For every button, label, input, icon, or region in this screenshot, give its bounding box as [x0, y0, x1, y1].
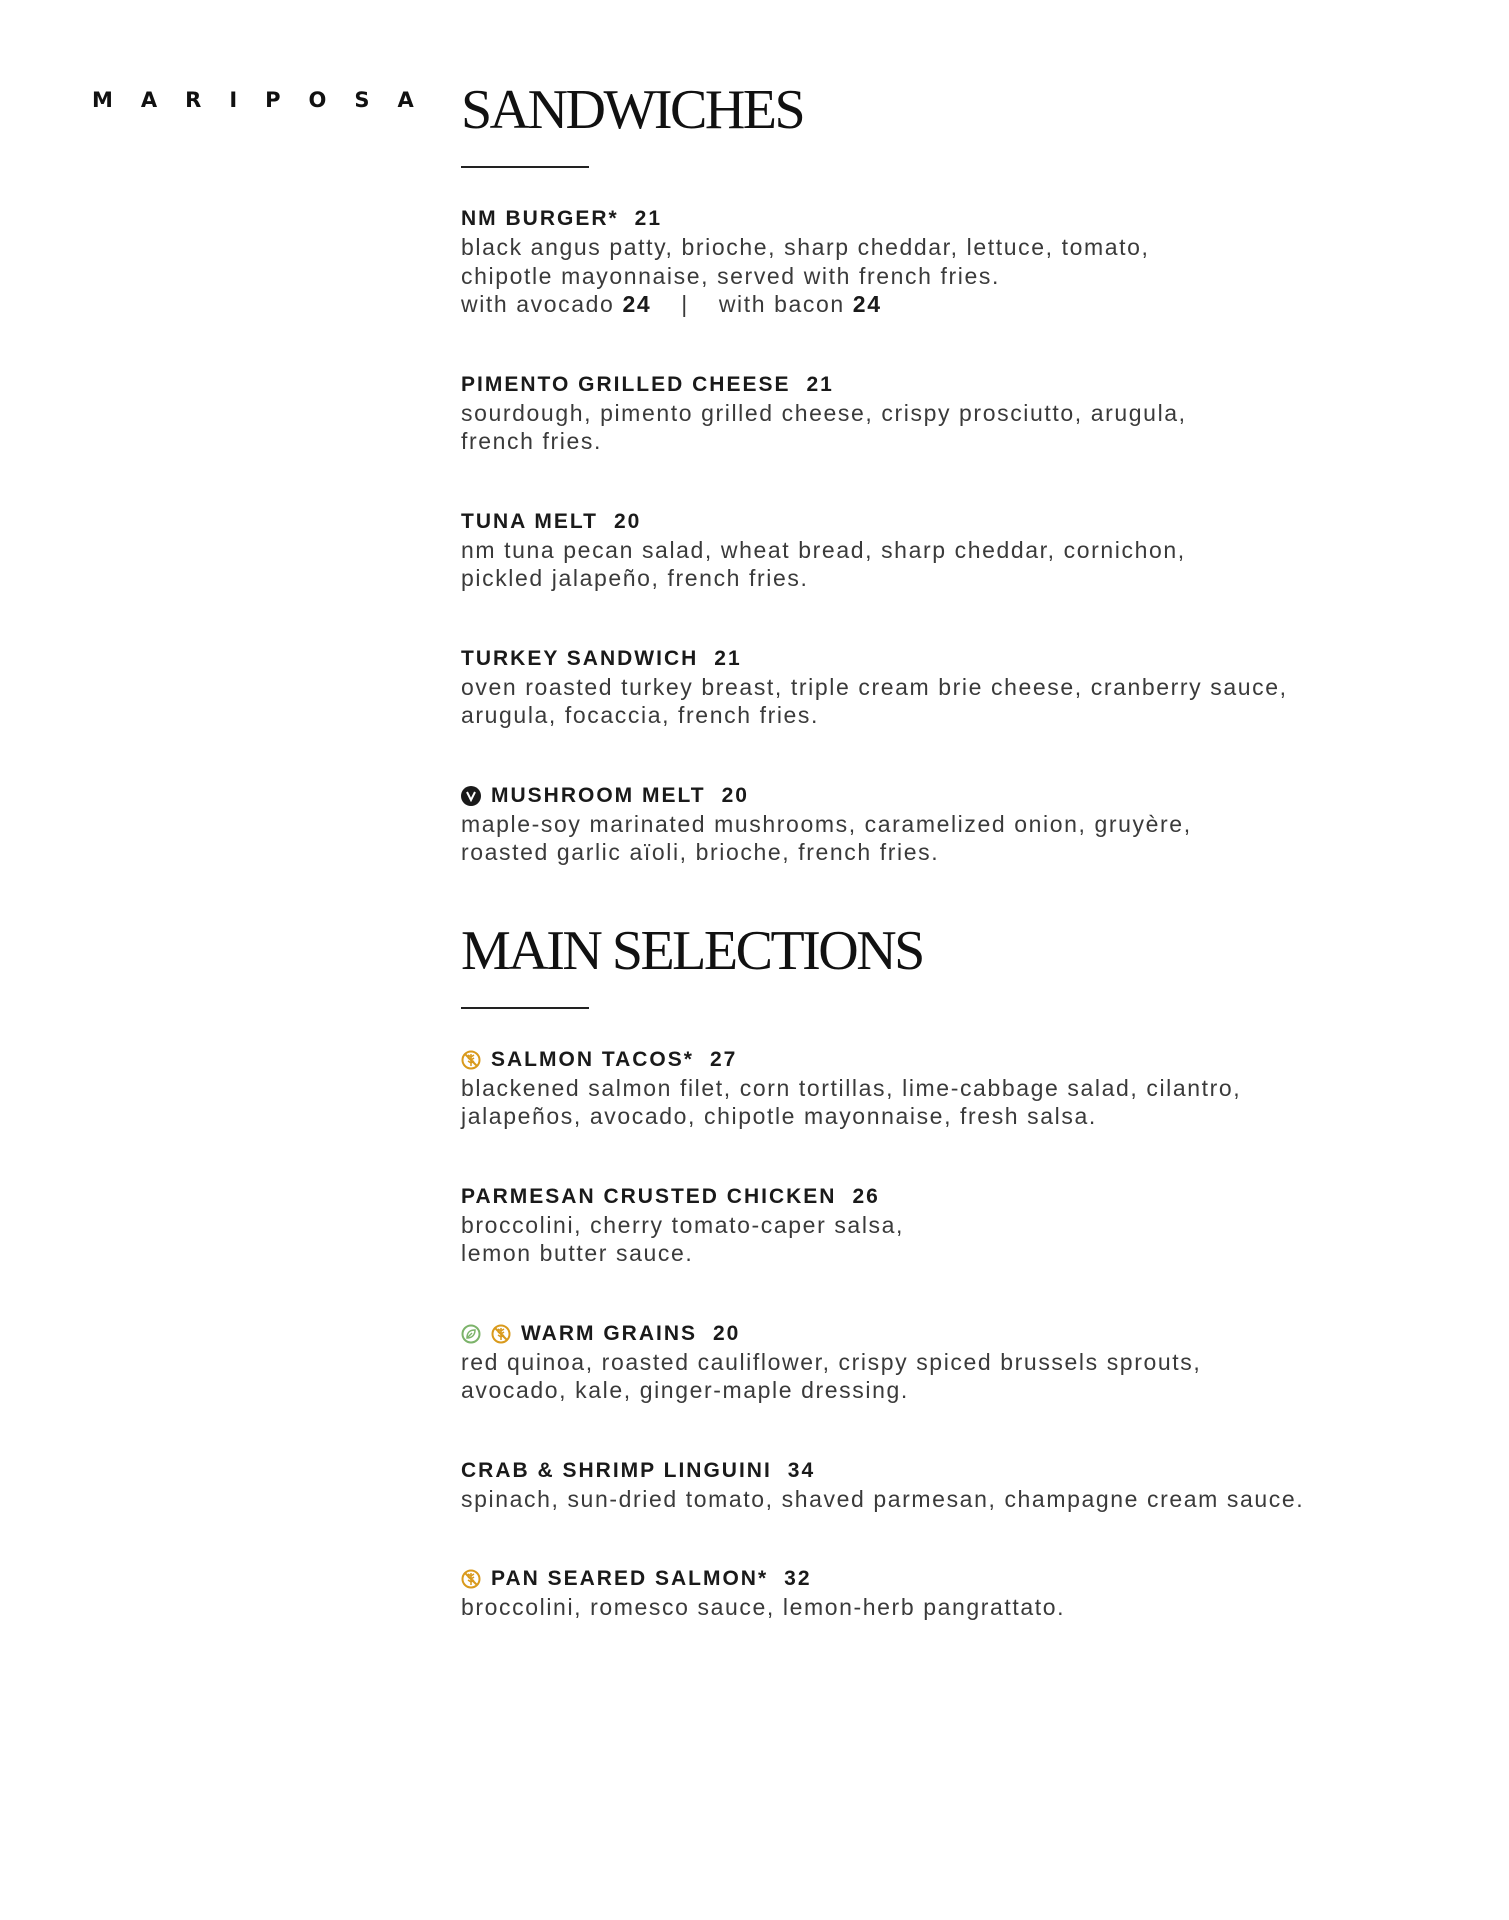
- item-heading: [461, 1183, 1421, 1211]
- item-description: blackened salmon filet, corn tortillas, lime-cabbage salad, cilantro,: [461, 1074, 1242, 1101]
- item-name: TURKEY SANDWICH: [461, 646, 699, 670]
- item-price: 21: [634, 207, 663, 230]
- section-divider: [461, 166, 589, 168]
- item-description: avocado, kale, ginger-maple dressing.: [461, 1377, 909, 1403]
- item-heading: [461, 1046, 1421, 1074]
- item-name: PAN SEARED SALMON*: [491, 1567, 769, 1590]
- item-description: broccolini, cherry tomato-caper salsa,: [461, 1211, 905, 1238]
- item-name: NM BURGER*: [461, 207, 619, 230]
- brand-logo: MARIPOSA: [92, 88, 442, 112]
- item-description: french fries.: [461, 428, 602, 454]
- menu-item: [461, 508, 1421, 593]
- item-price: 20: [613, 509, 642, 533]
- item-price: 34: [787, 1458, 816, 1482]
- section-divider: [461, 1007, 589, 1009]
- item-heading: [461, 508, 1421, 536]
- item-price: 27: [709, 1047, 738, 1071]
- menu-item: [461, 1565, 1421, 1622]
- item-description: black angus patty, brioche, sharp cheddar, lettuce, tomato,: [461, 234, 1150, 260]
- menu-item: [461, 371, 1421, 456]
- option-price: 24: [622, 291, 652, 317]
- item-price: 32: [784, 1567, 812, 1590]
- item-price: 20: [721, 783, 749, 807]
- item-price: 20: [713, 1321, 741, 1345]
- menu-item: [461, 1320, 1421, 1405]
- item-heading: [461, 1565, 1421, 1593]
- gluten-free-icon: [461, 1050, 481, 1070]
- item-name: PIMENTO GRILLED CHEESE: [461, 372, 791, 396]
- menu-item: [461, 1457, 1421, 1514]
- item-description: sourdough, pimento grilled cheese, crispy prosciutto, arugula,: [461, 399, 1187, 426]
- item-description: nm tuna pecan salad, wheat bread, sharp cheddar, cornichon,: [461, 536, 1186, 563]
- item-price: 26: [852, 1184, 880, 1208]
- item-description: lemon butter sauce.: [461, 1240, 694, 1266]
- item-description: spinach, sun-dried tomato, shaved parmesan, champagne cream sauce.: [461, 1485, 1305, 1512]
- item-name: CRAB & SHRIMP LINGUINI: [461, 1458, 772, 1482]
- section-title: SANDWICHES: [461, 79, 804, 141]
- menu-item: [461, 1046, 1421, 1131]
- section-title: MAIN SELECTIONS: [461, 919, 923, 982]
- menu-item: [461, 205, 1421, 319]
- item-description: oven roasted turkey breast, triple cream brie cheese, cranberry sauce,: [461, 673, 1288, 700]
- item-name: SALMON TACOS*: [491, 1047, 694, 1071]
- gluten-free-icon: [491, 1324, 511, 1344]
- menu-item: [461, 645, 1421, 730]
- item-price: 21: [714, 646, 742, 670]
- option-label: with bacon: [718, 291, 845, 317]
- item-name: WARM GRAINS: [521, 1321, 697, 1345]
- vegan-icon: [461, 1324, 481, 1344]
- item-heading: [461, 1320, 1421, 1348]
- option-label: with avocado: [461, 291, 615, 317]
- menu-item: [461, 1183, 1421, 1268]
- menu-section: [461, 919, 1421, 1622]
- item-description: red quinoa, roasted cauliflower, crispy spiced brussels sprouts,: [461, 1348, 1202, 1375]
- item-name: PARMESAN CRUSTED CHICKEN: [461, 1184, 837, 1208]
- menu-items: [461, 205, 1421, 867]
- item-name: TUNA MELT: [461, 509, 598, 533]
- menu-column: [461, 78, 1421, 1674]
- option-separator: |: [681, 291, 689, 317]
- item-heading: [461, 645, 1421, 673]
- menu-item: [461, 782, 1421, 867]
- vegetarian-icon: [461, 786, 481, 806]
- item-description: arugula, focaccia, french fries.: [461, 702, 820, 728]
- item-description: jalapeños, avocado, chipotle mayonnaise, fresh salsa.: [461, 1103, 1097, 1129]
- item-description: chipotle mayonnaise, served with french fries.: [461, 262, 1000, 289]
- option-price: 24: [852, 291, 882, 317]
- item-description: pickled jalapeño, french fries.: [461, 565, 809, 591]
- item-heading: [461, 1457, 1421, 1485]
- item-description: roasted garlic aïoli, brioche, french fries.: [461, 839, 940, 865]
- item-options: [461, 290, 1421, 319]
- item-description: maple-soy marinated mushrooms, caramelized onion, gruyère,: [461, 810, 1192, 837]
- item-name: MUSHROOM MELT: [491, 783, 706, 807]
- item-heading: [461, 782, 1421, 810]
- item-description: broccolini, romesco sauce, lemon-herb pangrattato.: [461, 1594, 1066, 1620]
- item-heading: [461, 205, 1421, 233]
- item-heading: [461, 371, 1421, 399]
- menu-section: [461, 78, 1421, 867]
- menu-items: [461, 1046, 1421, 1622]
- item-price: 21: [806, 372, 834, 396]
- gluten-free-icon: [461, 1569, 481, 1589]
